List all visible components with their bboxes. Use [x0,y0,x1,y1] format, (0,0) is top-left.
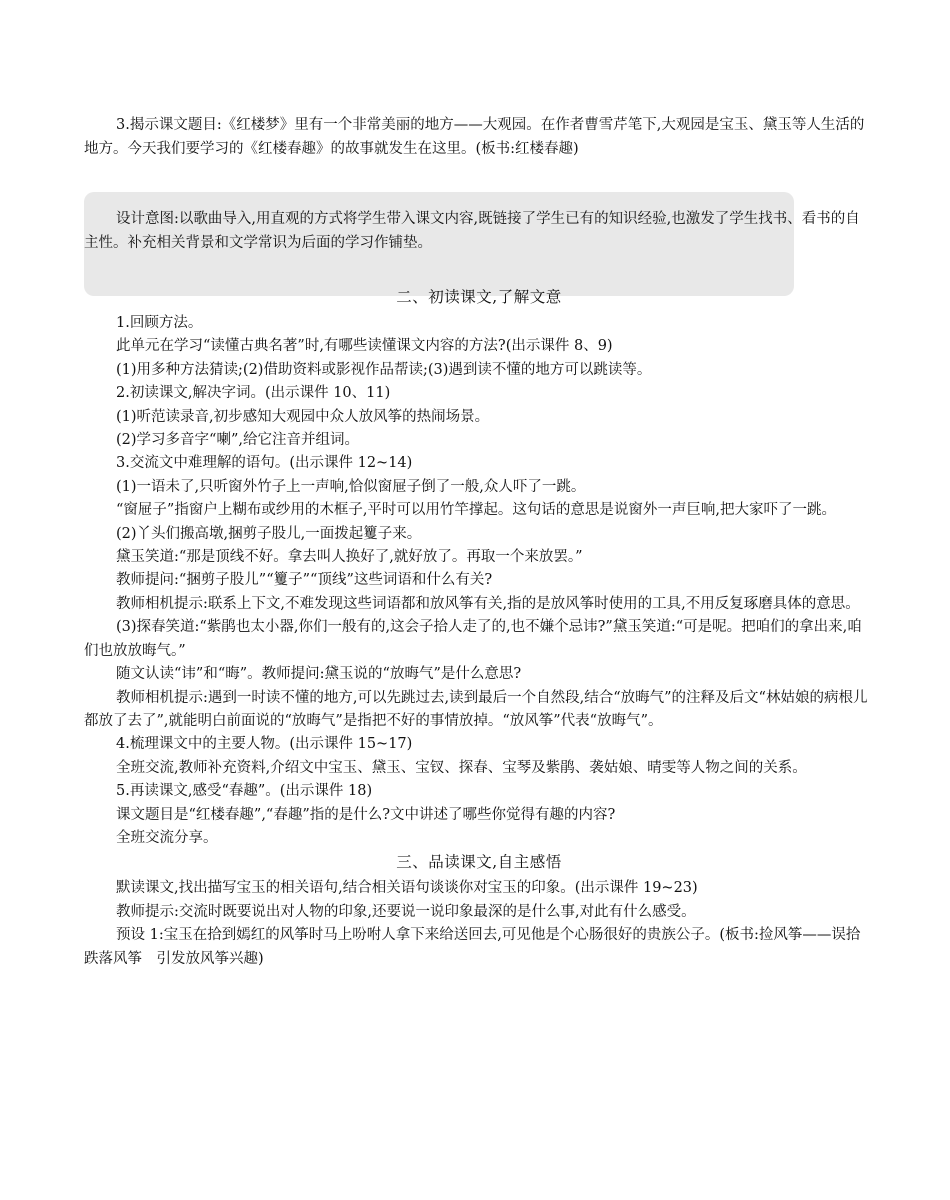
section2-line: 5.再读课文,感受“春趣”。(出示课件 18) [116,783,373,800]
section2-line: (1)一语未了,只听窗外竹子上一声响,恰似窗屉子倒了一般,众人吓了一跳。 [116,478,586,495]
section-heading-3: 三、品读课文,自主感悟 [396,853,562,872]
section3-line: 默读课文,找出描写宝玉的相关语句,结合相关语句谈谈你对宝玉的印象。(出示课件 19~23) [116,880,698,897]
section2-line: (1)听范读录音,初步感知大观园中众人放风筝的热闹场景。 [116,408,490,425]
section2-line: 3.交流文中难理解的语句。(出示课件 12~14) [116,455,413,472]
lesson-body [84,285,874,971]
section2-line: 教师提问:“捆剪子股儿”“籰子”“顶线”这些词语和什么有关? [116,572,493,589]
section2-line: 全班交流分享。 [116,829,218,846]
section2-line: 黛玉笑道:“那是顶线不好。拿去叫人换好了,就好放了。再取一个来放罢。” [116,549,583,566]
section3-line: 教师提示:交流时既要说出对人物的印象,还要说一说印象最深的是什么事,对此有什么感受。 [116,903,696,920]
section2-line: (2)学习多音字“喇”,给它注音并组词。 [116,432,359,449]
section2-line: (2)丫头们搬高墩,捆剪子股儿,一面拨起籰子来。 [116,525,422,542]
section2-line: (1)用多种方法猜读;(2)借助资料或影视作品帮读;(3)遇到读不懂的地方可以跳读等。 [116,361,652,378]
section2-line: “窗屉子”指窗户上糊布或纱用的木框子,平时可以用竹竿撑起。这句话的意思是说窗外一声巨响,把大家吓了一跳。 [116,502,837,519]
section2-line: 此单元在学习“读懂古典名著”时,有哪些读懂课文内容的方法?(出示课件 8、9) [116,338,613,355]
intro-paragraph: 3.揭示课文题目:《红楼梦》里有一个非常美丽的地方——大观园。在作者曹雪芹笔下,大观园是宝玉、黛玉等人生活的地方。今天我们要学习的《红楼春趣》的故事就发生在这里。(板书:红楼春趣) [84,117,865,157]
section2-line: (3)探春笑道:“紫鹃也太小器,你们一般有的,这会子拾人走了的,也不嫌个忌讳?”黛玉笑道:“可是呢。把咱们的拿出来,咱们也放放晦气。” [84,619,862,659]
section2-line: 教师相机提示:联系上下文,不难发现这些词语都和放风筝有关,指的是放风筝时使用的工具,不用反复琢磨具体的意思。 [116,595,860,612]
section2-line: 随文认读“讳”和“晦”。教师提问:黛玉说的“放晦气”是什么意思? [116,666,522,683]
section2-line: 教师相机提示:遇到一时读不懂的地方,可以先跳过去,读到最后一个自然段,结合“放晦气”的注释及后文“林姑娘的病根儿都放了去了”,就能明白前面说的“放晦气”是指把不好的事情放掉。“放风筝”代表“放晦气”。 [84,689,868,729]
section2-line: 课文题目是“红楼春趣”,“春趣”指的是什么?文中讲述了哪些你觉得有趣的内容? [116,806,616,823]
section3-line: 预设 1:宝玉在拾到嫣红的风筝时马上吩咐人拿下来给送回去,可见他是个心肠很好的贵族公子。(板书:捡风筝——误拾跌落风筝 引发放风筝兴趣) [84,927,861,967]
section2-line: 1.回顾方法。 [116,315,203,331]
section2-line: 4.梳理课文中的主要人物。(出示课件 15~17) [116,736,413,753]
section2-line: 2.初读课文,解决字词。(出示课件 10、11) [116,385,391,402]
section2-line: 全班交流,教师补充资料,介绍文中宝玉、黛玉、宝钗、探春、宝琴及紫鹃、袭姑娘、晴雯等人物之间的关系。 [116,759,807,776]
design-intent-text: 设计意图:以歌曲导入,用直观的方式将学生带入课文内容,既链接了学生已有的知识经验,也激发了学生找书、看书的自主性。补充相关背景和文学常识为后面的学习作铺垫。 [84,211,860,251]
section-heading-2: 二、初读课文,了解文意 [396,288,562,306]
